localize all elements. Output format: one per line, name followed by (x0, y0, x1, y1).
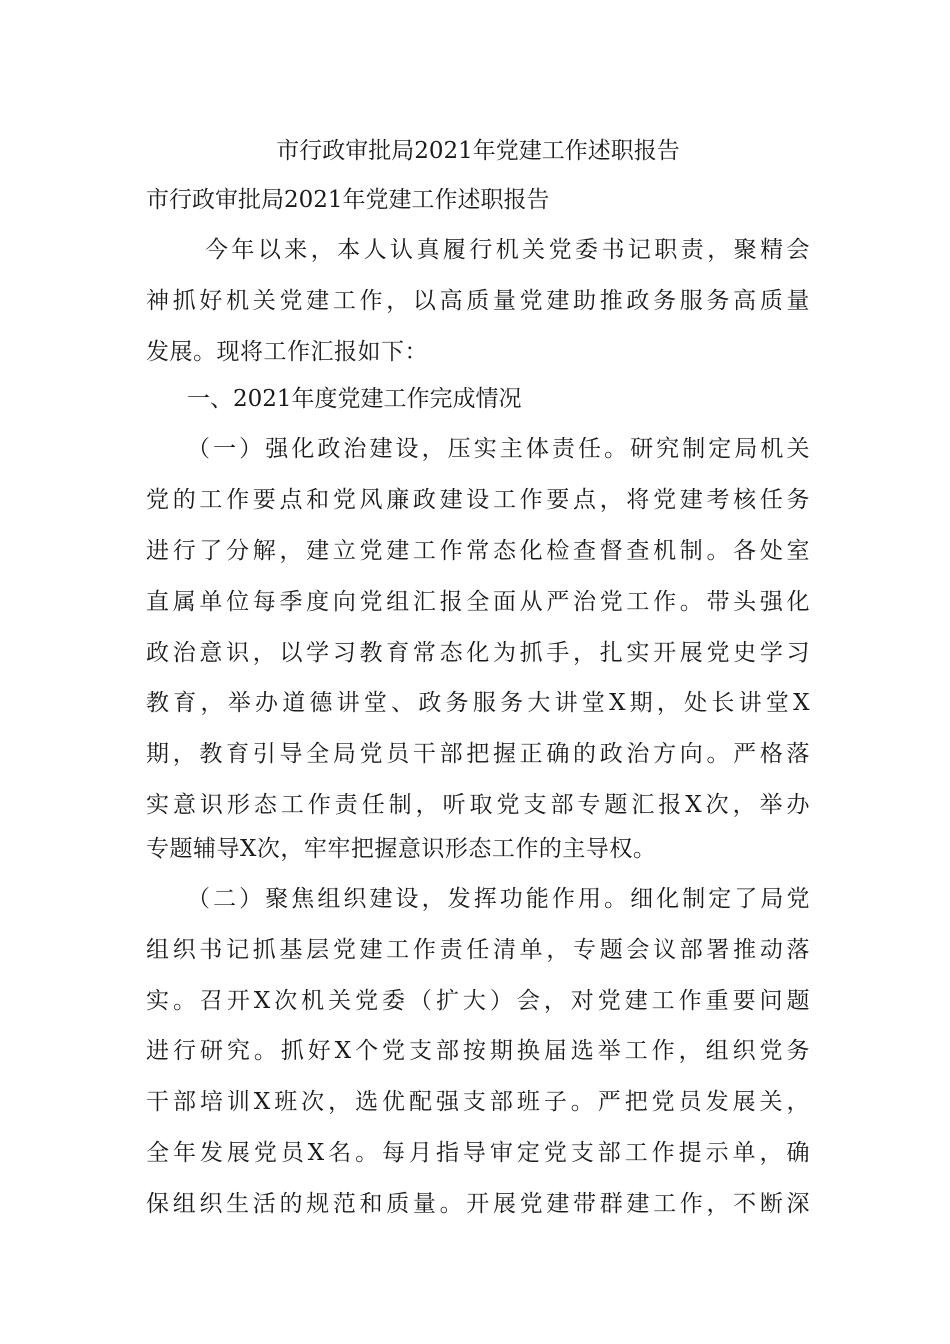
paragraph-line: 党的工作要点和党风廉政建设工作要点，将党建考核任务 (146, 487, 810, 513)
paragraph-line: （二）聚焦组织建设，发挥功能作用。细化制定了局党 (187, 886, 810, 912)
document-title: 市行政审批局2021年党建工作述职报告 (276, 138, 680, 164)
paragraph-line: 组织书记抓基层党建工作责任清单，专题会议部署推动落 (146, 937, 810, 963)
paragraph-line: 直属单位每季度向党组汇报全面从严治党工作。带头强化 (146, 589, 810, 615)
section-heading: 一、2021年度党建工作完成情况 (187, 386, 522, 412)
paragraph-line: 保组织生活的规范和质量。开展党建带群建工作，不断深 (146, 1191, 810, 1217)
paragraph-line: （一）强化政治建设，压实主体责任。研究制定局机关 (187, 436, 810, 462)
intro-line: 发展。现将工作汇报如下： (146, 339, 428, 365)
paragraph-line: 进行研究。抓好X个党支部按期换届选举工作，组织党务 (146, 1038, 810, 1064)
intro-line: 今年以来，本人认真履行机关党委书记职责，聚精会 (205, 237, 810, 263)
paragraph-line: 全年发展党员X名。每月指导审定党支部工作提示单，确 (146, 1140, 810, 1166)
paragraph-line: 实意识形态工作责任制，听取党支部专题汇报X次，举办 (146, 792, 810, 818)
paragraph-line: 期，教育引导全局党员干部把握正确的政治方向。严格落 (146, 741, 810, 767)
paragraph-line: 政治意识，以学习教育常态化为抓手，扎实开展党史学习 (146, 640, 810, 666)
paragraph-line: 干部培训X班次，选优配强支部班子。严把党员发展关， (146, 1089, 810, 1115)
paragraph-line: 教育，举办道德讲堂、政务服务大讲堂X期，处长讲堂X (146, 690, 810, 716)
paragraph-line: 进行了分解，建立党建工作常态化检查督查机制。各处室 (146, 538, 810, 564)
document-title-repeat: 市行政审批局2021年党建工作述职报告 (146, 187, 550, 213)
intro-line: 神抓好机关党建工作，以高质量党建助推政务服务高质量 (146, 288, 810, 314)
paragraph-line: 专题辅导X次，牢牢把握意识形态工作的主导权。 (146, 836, 657, 862)
paragraph-line: 实。召开X次机关党委（扩大）会，对党建工作重要问题 (146, 988, 810, 1014)
